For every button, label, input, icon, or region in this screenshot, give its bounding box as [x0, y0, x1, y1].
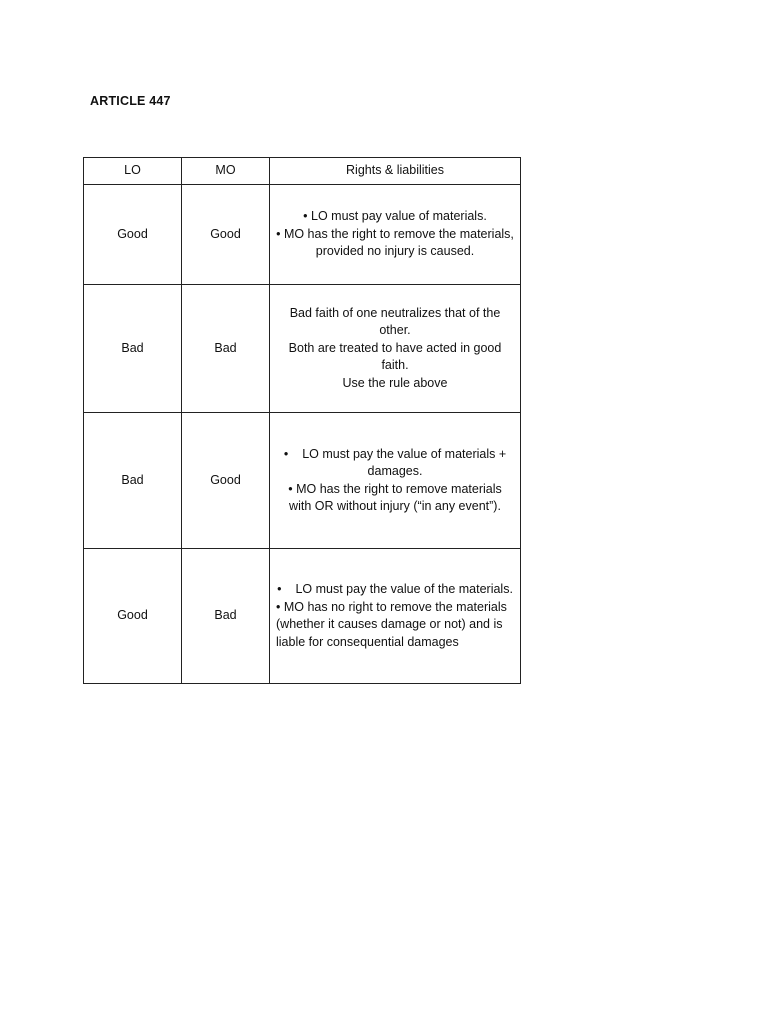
mo-cell: Good [182, 185, 270, 285]
table-header-row [84, 158, 521, 185]
rights-cell [270, 549, 521, 684]
rights-line: • MO has the right to remove the materials, provided no injury is caused. [276, 226, 514, 261]
lo-cell: Bad [84, 413, 182, 549]
rights-line: • LO must pay the value of materials + damages. [276, 446, 514, 481]
table-row [84, 185, 521, 285]
rights-line: Both are treated to have acted in good faith. [288, 340, 502, 373]
rights-cell [270, 413, 521, 549]
table-row [84, 413, 521, 549]
table-row [84, 549, 521, 684]
rights-line: • LO must pay value of materials. [276, 208, 514, 226]
table-row [84, 285, 521, 413]
rights-line: • MO has no right to remove the materials (whether it causes damage or not) and is liable for consequential damages [276, 599, 514, 652]
article-table [83, 157, 521, 684]
lo-cell: Good [84, 549, 182, 684]
header-lo: LO [84, 158, 182, 185]
mo-cell: Good [182, 413, 270, 549]
lo-cell: Good [84, 185, 182, 285]
mo-cell: Bad [182, 285, 270, 413]
rights-cell [270, 185, 521, 285]
header-mo: MO [182, 158, 270, 185]
rights-line: • LO must pay the value of the materials. [276, 581, 514, 599]
rights-cell [270, 285, 521, 413]
mo-cell: Bad [182, 549, 270, 684]
header-rights-liabilities: Rights & liabilities [270, 158, 521, 185]
lo-cell: Bad [84, 285, 182, 413]
rights-line: Bad faith of one neutralizes that of the other. [289, 305, 501, 338]
rights-line: Use the rule above [342, 375, 448, 390]
page-heading: ARTICLE 447 [90, 94, 171, 108]
rights-line: • MO has the right to remove materials with OR without injury (“in any event”). [276, 481, 514, 516]
